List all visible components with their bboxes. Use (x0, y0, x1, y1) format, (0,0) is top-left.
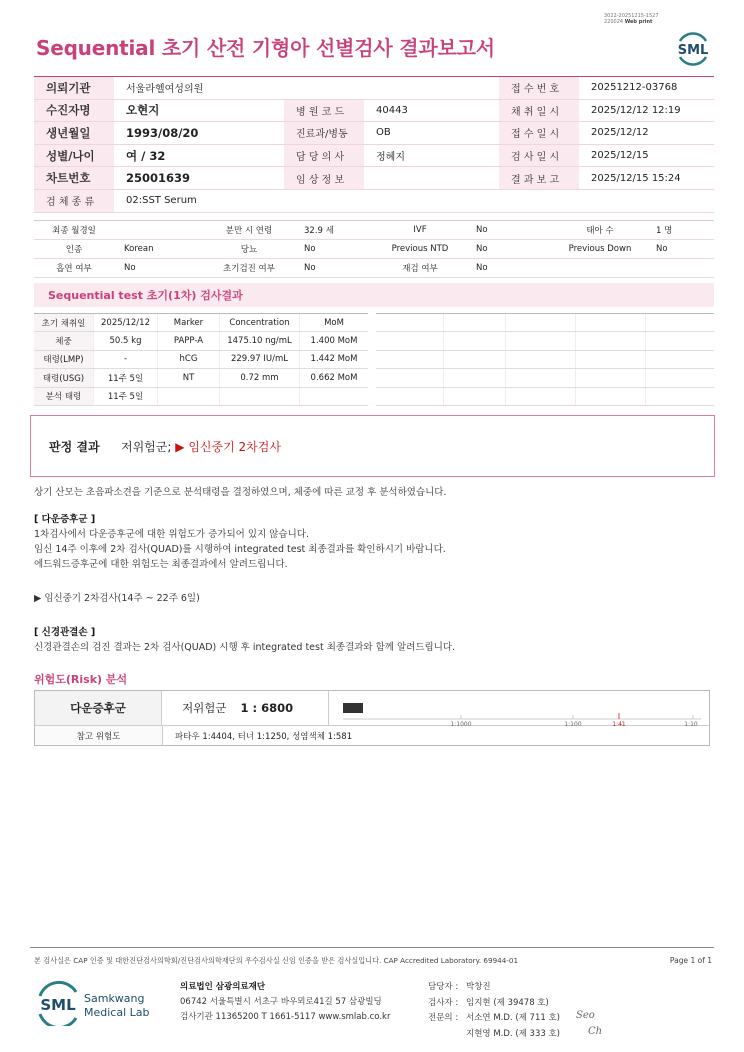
clinical-label: 분만 시 연령 (204, 221, 294, 239)
next-step: ▶ 임신중기 2차검사(14주 ~ 22주 6일) (34, 593, 200, 604)
ntd-title: [ 신경관결손 ] (34, 627, 96, 638)
verdict-result: 저위험군; (121, 439, 172, 454)
empty-row (376, 351, 714, 369)
clinical-label: 흡연 여부 (34, 259, 114, 277)
arrow-icon: ▶ (175, 439, 185, 454)
empty-cell (646, 388, 714, 405)
result-cell: NT (158, 369, 220, 386)
down-line-3: 에드워드증후군에 대한 위험도는 최종결과에서 알려드립니다. (34, 559, 288, 570)
risk-table (34, 690, 710, 746)
clinical-row (34, 221, 714, 240)
patient-row (34, 100, 714, 123)
patient-field-value (364, 77, 499, 99)
result-cell: MoM (324, 317, 344, 328)
patient-field-value: 02:SST Serum (126, 195, 197, 207)
empty-row (376, 369, 714, 387)
risk-category: 저위험군 (182, 701, 227, 715)
result-cell: 11주 5일 (94, 369, 158, 386)
reference-line-2: 220024 Web print (604, 19, 653, 25)
patient-field-label: 차트번호 (34, 167, 114, 189)
result-cell: 1.400 MoM (310, 336, 358, 347)
scale-label-1000: 1:1000 (450, 721, 472, 726)
page-number: Page 1 of 1 (669, 956, 712, 965)
patient-field-label: 생년월일 (34, 122, 114, 144)
ref-risk-value: 파타우 1:4404, 터너 1:1250, 성염색체 1:581 (175, 731, 353, 742)
clinical-value: No (304, 244, 316, 254)
patient-field-value: 2025/12/12 12:19 (591, 104, 681, 116)
organization-info (180, 980, 390, 1025)
empty-cell (444, 388, 506, 405)
patient-field-value: 2025/12/15 (591, 150, 649, 162)
foot-logo-text: SML (40, 996, 76, 1014)
patient-field-value: 여 / 32 (126, 148, 166, 163)
patient-field-label: 결 과 보 고 (499, 167, 579, 189)
empty-cell (576, 351, 646, 368)
empty-cell (576, 369, 646, 386)
verdict-action: 임신중기 2차검사 (188, 439, 281, 454)
down-syndrome-note (34, 512, 446, 572)
empty-cell (444, 369, 506, 386)
clinical-label: IVF (374, 221, 466, 239)
down-line-2: 임신 14주 이후에 2차 검사(QUAD)를 시행하여 integrated test 최종결과를 확인하시기 바랍니다. (34, 544, 446, 555)
basis-note: 상기 산모는 초음파소견을 기준으로 분석태령을 결정하였으며, 체중에 따른 교정 후 분석하였습니다. (34, 487, 447, 498)
clinical-value: No (476, 263, 488, 273)
scale-label-100: 1:100 (564, 721, 582, 726)
down-title: [ 다운증후군 ] (34, 514, 96, 525)
patient-field-value: OB (376, 127, 391, 139)
patient-field-value: 1993/08/20 (126, 125, 199, 140)
empty-row (376, 314, 714, 332)
clinical-value: 32.9 세 (304, 226, 334, 236)
patient-field-label: 접 수 일 시 (499, 122, 579, 144)
patient-field-value: 40443 (376, 104, 408, 116)
patient-field-label (499, 190, 579, 212)
clinical-row (34, 259, 714, 278)
empty-cell (646, 369, 714, 386)
sml-logo-icon (674, 28, 712, 66)
empty-cell (444, 314, 506, 331)
empty-cell (444, 332, 506, 349)
accreditation-notice: 본 검사실은 CAP 인증 및 대한진단검사의학회/진단검사의학재단의 우수검사실 신임 인증을 받은 검사실입니다. CAP Accredited Laboratory. 69944-01 (34, 956, 519, 965)
empty-results-grid (376, 313, 714, 406)
patient-row (34, 167, 714, 190)
org-name: 의료법인 삼광의료재단 (180, 982, 266, 992)
staff-info (428, 980, 560, 1042)
risk-result (162, 691, 329, 725)
down-line-1: 1차검사에서 다운증후군에 대한 위험도가 증가되어 있지 않습니다. (34, 529, 309, 540)
report-title: Sequential 초기 산전 기형아 선별검사 결과보고서 (36, 36, 495, 60)
empty-cell (376, 314, 444, 331)
patient-row (34, 190, 714, 213)
clinical-label (554, 259, 646, 277)
risk-disease: 다운증후군 (35, 691, 162, 725)
clinical-value (114, 221, 204, 239)
risk-marker-bar (343, 703, 363, 713)
clinical-value: No (476, 225, 488, 235)
result-row (34, 351, 368, 369)
patient-field-label: 임 상 정 보 (284, 167, 364, 189)
report-reference (604, 13, 659, 25)
clinical-value: No (304, 263, 316, 273)
ref-risk-label: 참고 위험도 (35, 726, 163, 745)
risk-scale (329, 691, 709, 725)
results-table (34, 313, 368, 406)
foot-logo-name-2: Medical Lab (84, 1006, 150, 1019)
clinical-label: 재검 여부 (374, 259, 466, 277)
result-cell: 초기 채취일 (34, 314, 94, 331)
empty-cell (444, 351, 506, 368)
empty-row (376, 332, 714, 350)
patient-field-label: 담 당 의 사 (284, 145, 364, 167)
clinical-label: 최종 월경일 (34, 221, 114, 239)
empty-cell (376, 369, 444, 386)
result-cell: 태령(USG) (34, 369, 94, 386)
empty-cell (376, 351, 444, 368)
result-cell: 체중 (34, 332, 94, 349)
result-cell (220, 388, 300, 405)
empty-cell (506, 314, 576, 331)
logo-text: SML (677, 43, 709, 58)
clinical-row (34, 240, 714, 259)
empty-cell (506, 388, 576, 405)
clinical-label: Previous NTD (374, 240, 466, 258)
clinical-value: No (656, 244, 668, 254)
patient-field-label: 검 체 종 류 (34, 190, 114, 212)
verdict-label: 판정 결과 (49, 439, 100, 454)
staff-key-3: 전문의 : (428, 1013, 459, 1023)
risk-title: 위험도(Risk) 분석 (34, 673, 128, 686)
section-title: Sequential test 초기(1차) 검사결과 (34, 283, 714, 307)
patient-field-value: 2025/12/15 15:24 (591, 172, 681, 184)
org-contact: 검사기관 11365200 T 1661-5117 www.smlab.co.kr (180, 1012, 391, 1022)
empty-cell (376, 388, 444, 405)
patient-field-label: 검 사 일 시 (499, 145, 579, 167)
empty-cell (576, 388, 646, 405)
foot-logo-name-1: Samkwang (84, 992, 145, 1005)
result-cell: 0.72 mm (220, 369, 300, 386)
patient-field-label: 진료과/병동 (284, 122, 364, 144)
result-cell (300, 388, 368, 405)
clinical-value: 1 명 (656, 226, 673, 236)
patient-field-label: 수진자명 (34, 100, 114, 122)
staff-val-3: 서소연 M.D. (제 711 호) (466, 1013, 561, 1023)
patient-field-label: 의뢰기관 (34, 77, 114, 99)
empty-cell (576, 314, 646, 331)
clinical-value: No (124, 263, 136, 273)
verdict-box (30, 415, 715, 477)
result-cell: 분석 태령 (34, 388, 94, 405)
result-row (34, 332, 368, 350)
patient-field-value: 정혜지 (376, 152, 405, 164)
footer-divider (30, 947, 714, 948)
verdict-value (121, 438, 281, 455)
empty-cell (506, 369, 576, 386)
staff-key-2: 검사자 : (428, 997, 459, 1008)
empty-cell (646, 314, 714, 331)
result-cell: 50.5 kg (94, 332, 158, 349)
clinical-label: 당뇨 (204, 240, 294, 258)
risk-scale-svg (329, 691, 709, 726)
result-cell: 2025/12/12 (94, 314, 158, 331)
ntd-line-1: 신경관결손의 검진 결과는 2차 검사(QUAD) 시행 후 integrated test 최종결과와 함께 알려드립니다. (34, 642, 456, 653)
patient-field-value: 오현지 (126, 103, 160, 118)
patient-field-value: 20251212-03768 (591, 82, 678, 94)
empty-cell (506, 332, 576, 349)
patient-field-label (284, 77, 364, 99)
clinical-label: 인종 (34, 240, 114, 258)
empty-cell (506, 351, 576, 368)
empty-row (376, 388, 714, 406)
result-cell: PAPP-A (158, 332, 220, 349)
result-cell (158, 388, 220, 405)
patient-info-table (34, 76, 714, 213)
empty-cell (646, 351, 714, 368)
patient-row (34, 77, 714, 100)
result-cell: 1475.10 ng/mL (220, 332, 300, 349)
reference-line: 3022-20251215-1527 (604, 13, 659, 19)
clinical-value: No (476, 244, 488, 254)
staff-val-2: 임지현 (제 39478 호) (466, 997, 549, 1008)
patient-field-value: 25001639 (126, 171, 191, 186)
result-row (34, 314, 368, 332)
patient-field-label (284, 190, 364, 212)
scale-label-41: 1:41 (612, 721, 626, 726)
clinical-info-table (34, 220, 714, 278)
empty-cell (646, 332, 714, 349)
staff-val-4: 지현영 M.D. (제 333 호) (466, 1028, 561, 1039)
result-cell: 229.97 IU/mL (220, 351, 300, 368)
org-address: 06742 서울특별시 서초구 바우뫼로41길 57 삼광빌딩 (180, 997, 382, 1007)
result-cell: Concentration (220, 314, 300, 331)
result-cell: - (94, 351, 158, 368)
patient-field-value (579, 190, 714, 212)
result-cell: 1.442 MoM (310, 354, 358, 365)
empty-cell (576, 332, 646, 349)
clinical-label: 태아 수 (554, 221, 646, 239)
patient-field-value: 2025/12/12 (591, 127, 649, 139)
patient-field-label: 병 원 코 드 (284, 100, 364, 122)
patient-field-value (364, 167, 499, 189)
patient-field-label: 채 취 일 시 (499, 100, 579, 122)
patient-field-value (364, 190, 499, 212)
result-row (34, 388, 368, 406)
clinical-value: Korean (124, 244, 154, 254)
clinical-label: 초기검진 여부 (204, 259, 294, 277)
patient-row (34, 122, 714, 145)
result-cell: Marker (158, 314, 220, 331)
staff-val-1: 박창진 (466, 982, 491, 992)
patient-field-label: 성별/나이 (34, 145, 114, 167)
clinical-label: Previous Down (554, 240, 646, 258)
risk-ratio: 1 : 6800 (240, 701, 294, 715)
empty-cell (376, 332, 444, 349)
scale-label-10: 1:10 (684, 721, 698, 726)
result-cell: hCG (158, 351, 220, 368)
samkwang-logo-icon (36, 980, 186, 1026)
clinical-value (646, 259, 714, 277)
patient-row (34, 145, 714, 168)
patient-field-value: 서울라헬여성의원 (126, 84, 204, 96)
result-cell: 0.662 MoM (310, 372, 358, 383)
signature-1: Seo (576, 1010, 595, 1021)
staff-key-1: 담당자 : (428, 982, 459, 992)
result-cell: 태령(LMP) (34, 351, 94, 368)
ntd-note (34, 625, 455, 655)
signature-2: Ch (588, 1026, 603, 1037)
result-row (34, 369, 368, 387)
patient-field-label: 접 수 번 호 (499, 77, 579, 99)
result-cell: 11주 5일 (94, 388, 158, 405)
